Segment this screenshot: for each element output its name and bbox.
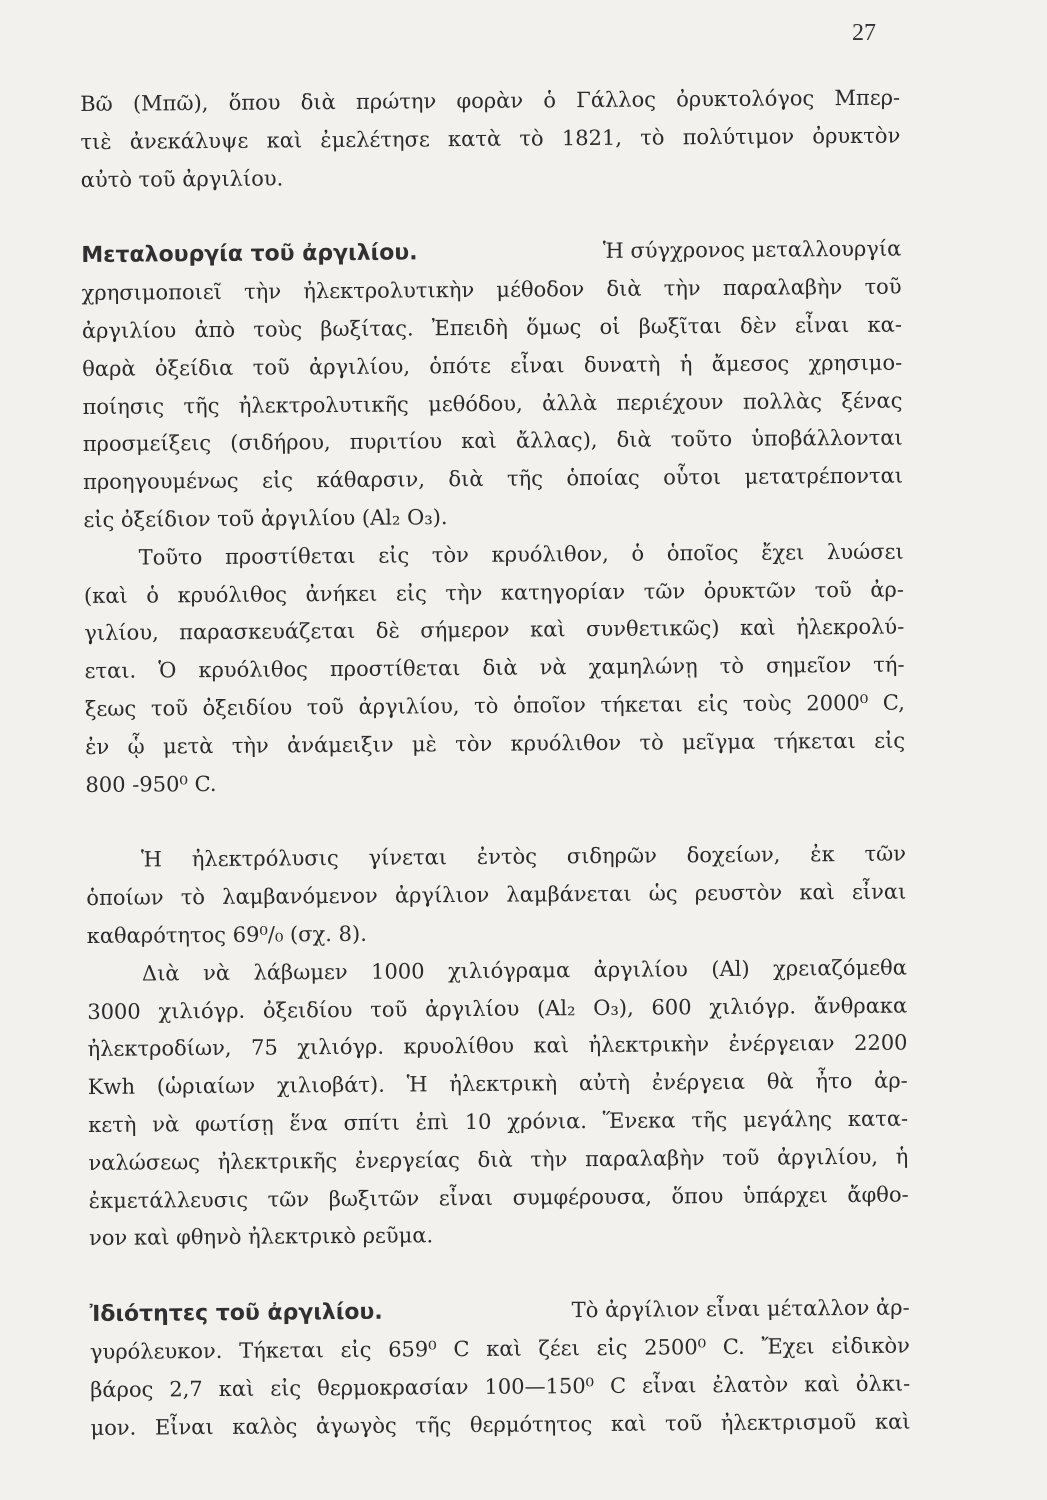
text-line: [84, 571, 904, 615]
word: Ἡ: [406, 1072, 428, 1097]
word: ὑποβάλλονται: [751, 425, 903, 452]
word: προηγουμένως: [83, 468, 239, 495]
word: C,: [882, 690, 905, 715]
word: μεθόδου,: [428, 391, 523, 416]
word: τὸ: [719, 653, 745, 679]
word: ἀλλὰ: [541, 390, 598, 415]
word: τὴν: [530, 1146, 568, 1172]
word: ἐκμετάλλευσις: [88, 1187, 249, 1213]
word: ἠλεκτρικὴ: [449, 1071, 558, 1097]
text-line: [88, 1100, 908, 1144]
word: ἐπὶ: [415, 1110, 450, 1135]
word: χρησιμοποιεῖ: [81, 280, 223, 306]
text-fragment: Τὸ ἀργίλιον εἶναι μέταλλον ἀρ-: [571, 1295, 910, 1323]
word: ἕνα: [289, 1111, 328, 1136]
word: χρόνια.: [507, 1108, 588, 1134]
word: νὰ: [539, 655, 567, 680]
word: χρησιμο-: [808, 350, 903, 376]
word: ρευστὸν: [694, 880, 783, 906]
word: ἐνεργείας: [354, 1147, 460, 1173]
word: εἶναι: [794, 312, 850, 338]
word: Διὰ: [141, 960, 180, 986]
word: τοῦ: [150, 696, 189, 721]
word: ἀπὸ: [194, 317, 236, 343]
word: καὶ: [874, 1409, 911, 1434]
word: ἦτο: [815, 1069, 853, 1094]
word: πολύτιμον: [682, 124, 795, 150]
word: εἰς: [270, 1376, 302, 1401]
word: τοῦ: [814, 577, 852, 602]
word: ἀνεκάλυψε: [129, 128, 249, 154]
word: κάθαρσιν,: [316, 467, 426, 493]
word: κρυόλιθον,: [491, 541, 609, 567]
word: ἠλεκτρολυτικῆς: [238, 392, 409, 418]
word: 10: [464, 1109, 492, 1134]
page-number: 27: [852, 20, 876, 46]
text-line: [83, 458, 903, 502]
text-line: [88, 1138, 908, 1182]
word: Ἔχει: [761, 1334, 815, 1359]
word: εἰδικὸν: [831, 1333, 910, 1359]
word: πρώτην: [355, 89, 437, 114]
word: 2,7: [169, 1376, 203, 1402]
word: γυρόλευκον.: [89, 1338, 223, 1364]
word: χιλιόγρ.: [709, 993, 797, 1019]
word: τοὺς: [253, 317, 303, 342]
text-line: [84, 533, 904, 577]
word: λαμβανόμενον: [222, 883, 378, 910]
text-line-with-heading: [90, 1290, 910, 1334]
word: ποίησις: [82, 393, 165, 419]
text-line: [87, 1025, 907, 1069]
word: τῆς: [506, 466, 544, 491]
word: ἀργιλίου: [593, 956, 688, 982]
text-line: νον καὶ φθηνὸ ἠλεκτρικὸ ρεῦμα.: [88, 1223, 434, 1251]
word: φωτίσῃ: [194, 1111, 274, 1137]
word: ὅπου: [228, 90, 281, 115]
text-line: [86, 836, 906, 880]
word: εἰς: [340, 1337, 372, 1362]
word: ἐνέργειαν: [728, 1031, 835, 1057]
word: (Μπῶ),: [132, 90, 209, 116]
word: τήκεται: [600, 692, 683, 717]
word: ἀγωγὸς: [315, 1413, 397, 1438]
word: χιλιόγρ.: [297, 1034, 385, 1060]
word: ἀνάμειξιν: [286, 732, 394, 758]
word: ἐλατὸν: [712, 1372, 789, 1397]
word: (καὶ: [83, 583, 128, 608]
text-line: [87, 987, 907, 1031]
word: βωξῖται: [638, 313, 722, 339]
word: (σιδήρου,: [230, 430, 331, 456]
text-line: [90, 1365, 910, 1409]
word: Ἐπειδὴ: [431, 315, 509, 341]
word: ὁ: [146, 582, 160, 608]
text-line: [80, 117, 900, 161]
word: ὅμως: [526, 315, 582, 340]
word: ἡ: [895, 1144, 909, 1169]
word: καὶ: [266, 128, 303, 153]
word: μέθοδον: [496, 277, 585, 302]
word: ὁ: [543, 88, 557, 113]
word: τοῦ: [370, 996, 408, 1022]
word: τὴν: [231, 733, 269, 758]
word: καὶ: [461, 429, 497, 454]
word: νὰ: [202, 960, 231, 985]
text-line: [81, 269, 901, 313]
text-line: [90, 1403, 910, 1447]
word: παραλαβὴν: [584, 1145, 705, 1171]
word: καὶ: [799, 880, 835, 905]
text-line: [82, 382, 902, 426]
text-line: [86, 874, 906, 918]
word: ἔχει: [761, 540, 805, 565]
word: τοὺς: [742, 691, 792, 716]
text-line: [85, 684, 905, 728]
word: γίνεται: [368, 845, 448, 871]
word: θαρὰ: [82, 356, 136, 381]
word: ὁποῖον: [512, 693, 586, 718]
word: Ἡ: [140, 847, 163, 872]
word: τοῦ: [252, 355, 290, 380]
word: διὰ: [482, 655, 518, 681]
word: τοῦτο: [670, 427, 733, 452]
word: μὲ: [411, 731, 437, 757]
word: τὸν: [431, 542, 469, 568]
word: καλὸς: [232, 1413, 298, 1439]
word: ἐμελέτησε: [320, 127, 430, 152]
word: δοχείων,: [686, 842, 781, 868]
word: τὴν: [663, 276, 701, 301]
word: θερμοκρασίαν: [317, 1374, 469, 1400]
word: διὰ: [477, 1147, 513, 1172]
word: κετὴ: [88, 1112, 137, 1137]
word: ἄμεσος: [711, 351, 790, 376]
word: αὐτὴ: [578, 1070, 631, 1096]
word: εἰς: [378, 543, 410, 568]
word: δὲν: [739, 313, 777, 338]
word: σημεῖον: [765, 653, 852, 678]
word: κατα-: [847, 1106, 909, 1131]
word: μεγάλης: [742, 1107, 833, 1132]
word: παραλαβὴν: [722, 275, 843, 301]
word: καὶ: [740, 615, 776, 641]
text-line: [82, 344, 902, 388]
word: Γάλλος: [576, 87, 657, 113]
word: εἰς: [262, 468, 294, 493]
word: ἠλεκτρικῆς: [217, 1148, 338, 1174]
word: προστίθεται: [329, 656, 461, 682]
word: λαμβάνεται: [506, 881, 632, 907]
word: 75: [250, 1035, 278, 1061]
word: δὲ: [375, 618, 400, 644]
word: συμφέρουσα,: [512, 1184, 653, 1210]
word: Τοῦτο: [138, 544, 203, 570]
word: βάρος: [90, 1377, 154, 1402]
word: σήμερον: [420, 618, 510, 643]
text-line-with-heading: [81, 231, 901, 275]
word: ὀξειδίου: [202, 695, 293, 721]
word: κα-: [867, 312, 902, 337]
word: πολλὰς: [742, 388, 822, 414]
word: τὸ: [180, 885, 206, 910]
word: βωξίτας.: [320, 316, 414, 342]
page-body: [80, 80, 911, 1448]
word: εἰς: [596, 1335, 628, 1360]
text-line: [85, 722, 905, 766]
word: καὶ: [533, 1033, 570, 1058]
text-line: [82, 307, 902, 351]
word: προσμείξεις: [82, 431, 212, 457]
word: ὀξειδίου: [262, 997, 353, 1023]
word: ὁποίας: [566, 465, 640, 491]
word: σιδηρῶν: [566, 843, 657, 869]
word: θερμότητος: [469, 1411, 593, 1437]
text-line: [83, 420, 903, 464]
word: φορὰν: [456, 88, 524, 114]
word: (Al₂: [536, 995, 576, 1020]
word: χαμηλώνῃ: [588, 654, 698, 680]
word: ἀρ-: [874, 1068, 908, 1093]
word: χιλιόγραμα: [447, 957, 571, 983]
word: σπίτι: [343, 1110, 400, 1135]
word: κρυόλιθον: [510, 730, 622, 756]
word: Kwh: [87, 1074, 136, 1100]
text-line: εἰς ὀξείδιον τοῦ ἀργιλίου (Al₂ O₃).: [83, 505, 448, 532]
word: ἀργιλίου,: [358, 693, 460, 719]
word: τὸ: [639, 730, 664, 755]
word: θὰ: [766, 1069, 794, 1094]
word: Βῶ: [80, 91, 113, 116]
word: ἀργιλίου,: [308, 354, 411, 379]
word: 3000: [87, 999, 141, 1024]
word: τὸν: [455, 731, 493, 756]
word: 1821,: [561, 125, 623, 151]
text-line: [84, 609, 904, 653]
word: τῶν: [267, 1186, 310, 1212]
word: C: [453, 1336, 470, 1362]
word: τὸ: [519, 126, 544, 151]
word: ᾧ: [127, 734, 145, 759]
word: τοῦ: [722, 1145, 760, 1170]
word: προστίθεται: [224, 543, 356, 569]
word: διὰ: [616, 427, 652, 453]
word: τήκεται: [773, 728, 856, 754]
word: καὶ: [610, 1411, 647, 1436]
word: τὴν: [244, 279, 282, 304]
text-line: καθαρότητος 69⁰/₀ (σχ. 8).: [86, 921, 367, 948]
word: εἰς: [395, 580, 427, 606]
word: νὰ: [152, 1112, 180, 1137]
text-line: [88, 1063, 908, 1107]
word: εἶναι: [438, 1185, 494, 1210]
word: (Al): [711, 956, 750, 981]
word: 2500⁰: [644, 1335, 707, 1360]
word: ἐν: [85, 734, 110, 759]
word: ἡ: [679, 351, 693, 377]
word: μον.: [90, 1415, 137, 1440]
word: ὁ: [631, 541, 645, 566]
word: παρασκευάζεται: [179, 619, 356, 645]
section-heading-properties: Ἰδιότητες τοῦ ἀργιλίου.: [89, 1299, 383, 1328]
text-line: [89, 1176, 909, 1220]
word: ὑπάρχει: [742, 1182, 828, 1208]
word: Τήκεται: [239, 1338, 324, 1363]
word: τῶν: [864, 841, 907, 867]
word: τῶν: [643, 578, 686, 604]
word: διὰ: [448, 467, 484, 492]
word: βωξιτῶν: [328, 1185, 420, 1211]
word: ἠλεκρολύ-: [796, 614, 905, 640]
text-line: αὐτὸ τοῦ ἀργιλίου.: [80, 166, 284, 192]
word: λάβωμεν: [253, 959, 348, 985]
word: ἀργιλίου: [81, 318, 177, 343]
word: ὁποίων: [86, 885, 164, 911]
word: Εἶναι: [154, 1414, 214, 1439]
word: εται.: [84, 658, 137, 684]
word: 600: [651, 994, 692, 1020]
word: κρυολίθου: [403, 1033, 515, 1059]
word: ὅπου: [671, 1183, 724, 1208]
word: εἰς: [874, 728, 906, 753]
word: ξένας: [841, 388, 903, 413]
word: ὀρυκτὸν: [812, 123, 901, 149]
text-line: [90, 1327, 910, 1371]
word: ξεως: [84, 696, 137, 721]
word: εἶναι: [642, 1372, 697, 1398]
word: Ἕνεκα: [602, 1108, 676, 1133]
word: ὁπότε: [429, 353, 492, 379]
word: κατηγορίαν: [500, 579, 626, 605]
word: Ὁ: [158, 658, 177, 683]
word: ὀξείδια: [154, 355, 234, 381]
word: χρειαζόμεθα: [773, 955, 907, 981]
word: οὗτοι: [663, 465, 722, 490]
word: 2000⁰: [806, 690, 869, 716]
word: ἠλεκτρισμοῦ: [720, 1409, 857, 1435]
word: εἰς: [697, 691, 729, 717]
word: τὴν: [445, 580, 483, 605]
word: οἱ: [599, 314, 621, 339]
word: ἠλεκτρόλυσις: [191, 846, 339, 872]
word: τὸ: [474, 693, 499, 718]
text-line: 800 -950⁰ C.: [85, 771, 217, 797]
word: κατὰ: [447, 126, 502, 151]
word: ἀργίλιον: [394, 882, 490, 908]
word: λυώσει: [826, 539, 904, 564]
word: ἐνέργεια: [651, 1069, 746, 1095]
word: διὰ: [300, 89, 336, 115]
word: γιλίου,: [84, 620, 159, 646]
word: καὶ: [218, 1376, 255, 1401]
word: ὀρυκτολόγος: [676, 86, 815, 112]
word: τοῦ: [306, 694, 344, 720]
word: ὀρυκτῶν: [703, 577, 797, 603]
word: ἠλεκτροδίων,: [87, 1036, 232, 1062]
word: κρυόλιθος: [177, 581, 288, 607]
word: μετὰ: [162, 733, 214, 759]
word: τοῦ: [665, 1410, 703, 1435]
word: δυνατὴ: [583, 352, 661, 377]
word: τὸ: [640, 125, 665, 150]
word: διὰ: [606, 276, 642, 302]
word: ἀργιλίου: [424, 996, 520, 1021]
word: ζέει: [538, 1336, 580, 1361]
word: 100—150⁰: [484, 1373, 595, 1399]
word: καὶ: [529, 617, 566, 642]
word: τοῦ: [864, 274, 902, 300]
word: καὶ: [486, 1336, 522, 1361]
word: (ὡριαίων: [156, 1073, 256, 1099]
word: 2200: [853, 1030, 908, 1056]
word: κρυόλιθος: [198, 657, 308, 683]
word: εἶναι: [510, 352, 565, 378]
word: τῆς: [691, 1107, 728, 1133]
word: τή-: [873, 652, 905, 677]
word: ἐκ: [810, 842, 835, 867]
word: τῆς: [183, 393, 220, 418]
text-fragment: Ἡ σύγχρονος μεταλλουργία: [602, 236, 902, 264]
word: μεῖγμα: [681, 729, 756, 755]
word: ναλώσεως: [88, 1149, 201, 1175]
word: περιέχουν: [616, 389, 724, 415]
text-line: [84, 647, 904, 691]
word: πυριτίου: [349, 429, 443, 455]
word: ἠλεκτρολυτικὴν: [303, 278, 475, 304]
word: O₃),: [593, 995, 634, 1020]
word: ὡς: [648, 881, 678, 906]
word: ἀνήκει: [305, 581, 378, 606]
word: τῆς: [415, 1412, 452, 1437]
word: ἠλεκτρικὴν: [588, 1032, 710, 1058]
word: εἶναι: [851, 879, 907, 905]
word: συνθετικῶς): [586, 616, 720, 642]
word: χιλιοβάτ).: [276, 1072, 385, 1098]
word: ἀρ-: [870, 577, 904, 602]
word: καὶ: [804, 1371, 840, 1397]
word: τιὲ: [80, 129, 112, 154]
word: C.: [722, 1334, 745, 1359]
word: ὁποῖος: [666, 540, 739, 566]
word: 659⁰: [388, 1337, 437, 1362]
word: ἄνθρακα: [813, 993, 908, 1018]
section-heading-metallurgy: Μεταλουργία τοῦ ἀργιλίου.: [81, 240, 418, 269]
word: ἄλλας),: [515, 428, 598, 453]
word: C: [609, 1373, 627, 1398]
text-line: [87, 949, 907, 993]
word: χιλιόγρ.: [158, 998, 246, 1023]
word: ἄφθο-: [847, 1182, 909, 1207]
word: 1000: [370, 959, 425, 984]
word: ἀργιλίου,: [776, 1144, 879, 1170]
word: μετατρέπονται: [744, 463, 904, 489]
word: Μπερ-: [834, 85, 901, 111]
text-line: [80, 80, 900, 124]
word: ἐντὸς: [476, 844, 538, 870]
word: ὀλκι-: [855, 1371, 911, 1396]
